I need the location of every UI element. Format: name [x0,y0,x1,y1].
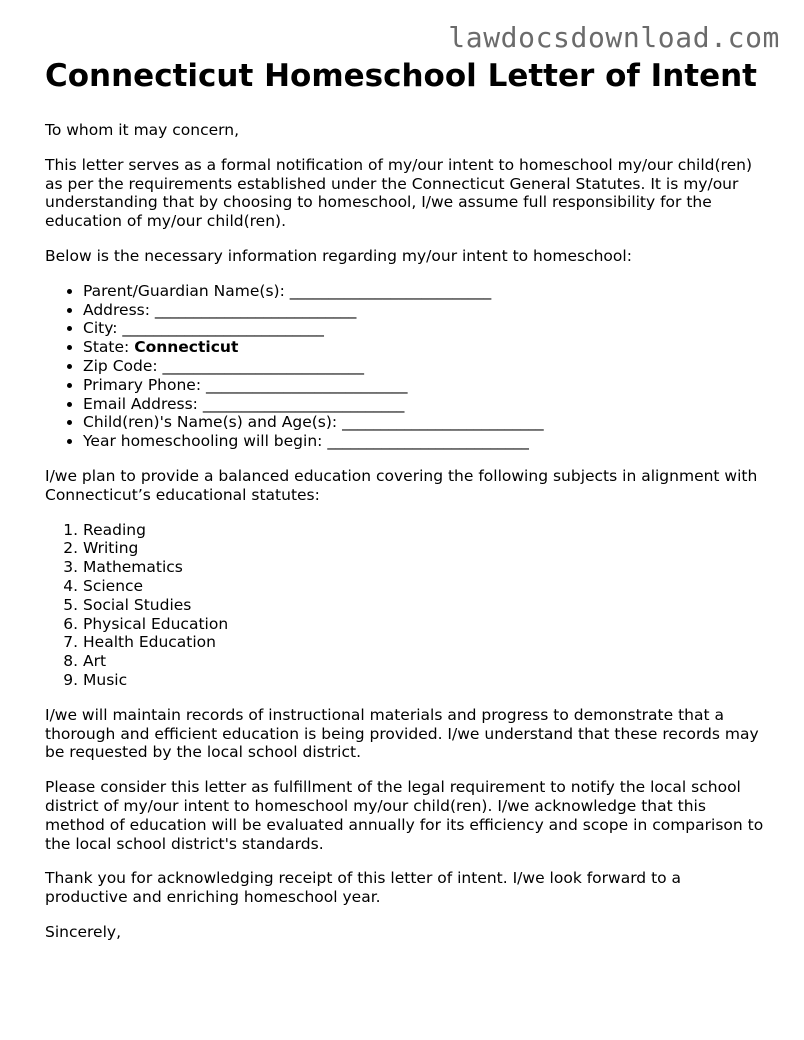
info-label: City: [83,319,118,338]
info-item-start-year [83,432,765,451]
info-list [45,282,765,451]
info-item-children [83,413,765,432]
info-label: Zip Code: [83,356,158,375]
info-blank-email: __________________________ [202,394,405,413]
info-item-city [83,319,765,338]
site-watermark: lawdocsdownload.com [448,21,780,54]
info-item-phone [83,376,765,395]
thanks-paragraph: Thank you for acknowledging receipt of this letter of intent. I/we look forward to a productive and enriching homeschool year. [45,869,682,907]
subject-item: 3. Mathematics [83,558,765,577]
greeting: To whom it may concern, [45,121,239,139]
info-blank-city: __________________________ [122,319,324,338]
info-item-parent-name [83,282,765,301]
subject-item: 5. Social Studies [83,596,765,615]
subject-item: 1. Reading [83,521,765,540]
legal-paragraph: Please consider this letter as fulfillment of the legal requirement to notify the local school district of my/our intent to homeschool my/our child(ren). I/we acknowledge that this method of education will be evaluated annually for its efficiency and scope in comparison to the local school district's standards. [45,778,764,853]
info-blank-parent-name: __________________________ [289,281,492,300]
subject-item: 6. Physical Education [83,615,765,634]
info-blank-start-year: __________________________ [327,432,529,451]
info-label: Address: [83,300,150,319]
subject-item: 4. Science [83,577,765,596]
subjects-lead-paragraph: I/we plan to provide a balanced education covering the following subjects in alignment with Connecticut’s educational statutes: [45,466,758,504]
info-label: Year homeschooling will begin: [83,432,323,451]
subjects-list [45,521,765,690]
info-label: Email Address: [83,394,198,413]
info-label: Primary Phone: [83,375,202,394]
info-lead-paragraph: Below is the necessary information regarding my/our intent to homeschool: [45,246,632,265]
intro-paragraph: This letter serves as a formal notification of my/our intent to homeschool my/our child(ren) as per the requirements established under the Connecticut General Statutes. It is my/our understanding that by choosing to homeschool, I/we assume full responsibility for the education of my/our child(ren). [45,155,752,231]
subject-item: 7. Health Education [83,633,765,652]
info-item-zip [83,357,765,376]
info-blank-address: __________________________ [154,300,357,319]
document-title: Connecticut Homeschool Letter of Intent [45,58,758,94]
info-label: Parent/Guardian Name(s): [83,281,285,300]
info-value-state: Connecticut [134,338,239,357]
info-label: Child(ren)'s Name(s) and Age(s): [83,413,338,432]
info-item-state [83,338,765,357]
info-blank-zip: __________________________ [162,356,365,375]
info-item-address [83,301,765,320]
info-label: State: [83,338,130,357]
closing: Sincerely, [45,922,122,941]
info-item-email [83,395,765,414]
subject-item: 8. Art [83,652,765,671]
letter-document [45,58,765,942]
info-blank-phone: __________________________ [206,375,408,394]
info-blank-children: __________________________ [342,413,544,432]
subject-item: 9. Music [83,671,765,690]
records-paragraph: I/we will maintain records of instructional materials and progress to demonstrate that a thorough and efficient education is being provided. I/we understand that these records may be requested by the local school district. [45,705,759,762]
subject-item: 2. Writing [83,539,765,558]
